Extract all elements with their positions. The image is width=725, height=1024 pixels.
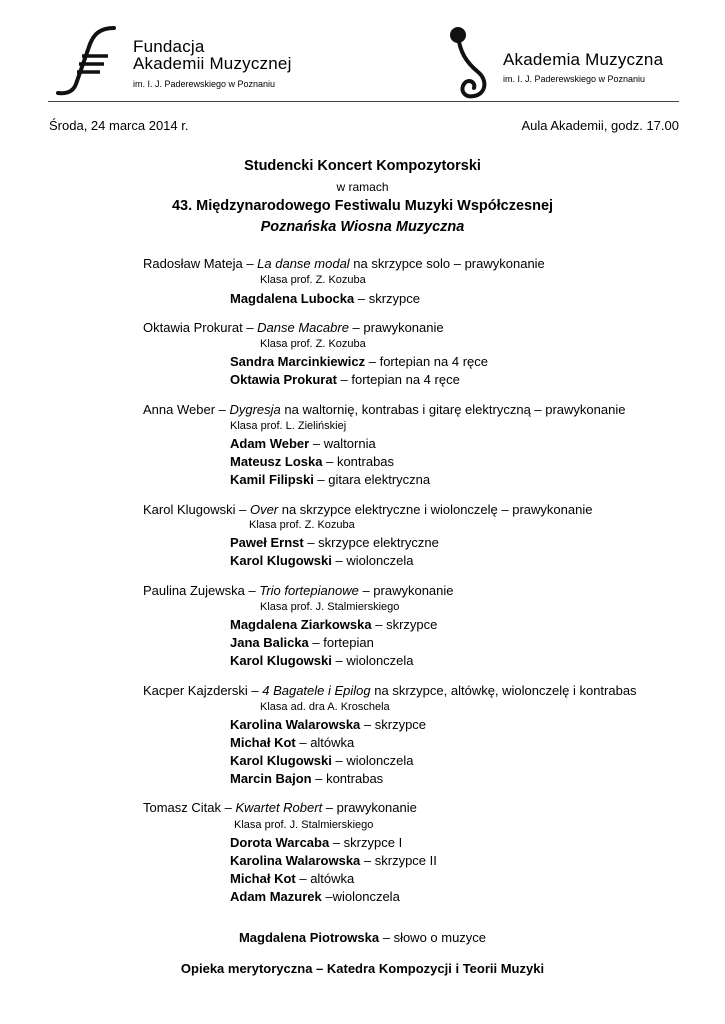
festival-title: 43. Międzynarodowego Festiwalu Muzyki Współczesnej xyxy=(171,198,554,214)
concert-title: Studencki Koncert Kompozytorski xyxy=(244,158,481,174)
class-info: Klasa prof. L. Zielińskiej xyxy=(230,420,347,432)
speaker-role: – słowo o muzyce xyxy=(379,930,487,945)
performer-role: – altówka xyxy=(295,735,355,750)
program-entry-2 xyxy=(143,320,444,335)
performer xyxy=(230,889,400,904)
performer-name: Karol Klugowski xyxy=(230,653,332,668)
performer xyxy=(230,553,414,568)
performer-name: Adam Mazurek xyxy=(230,889,322,904)
academy-name-line1: Akademia Muzyczna xyxy=(503,50,664,69)
performer xyxy=(230,653,414,668)
performer-role: – wiolonczela xyxy=(331,753,414,768)
work-title: Over xyxy=(249,502,279,517)
performer-role: – skrzypce elektryczne xyxy=(303,535,439,550)
performer-name: Karol Klugowski xyxy=(230,753,332,768)
performer xyxy=(230,354,488,369)
performer-role: – wiolonczela xyxy=(331,553,414,568)
performer-role: – fortepian na 4 ręce xyxy=(365,354,488,369)
work-title: Dygresja xyxy=(229,402,281,417)
work-description: na skrzypce elektryczne i wiolonczelę – prawykonanie xyxy=(278,502,593,517)
concert-subtitle: w ramach xyxy=(336,180,389,194)
performer-role: – skrzypce xyxy=(354,291,420,306)
work-description: – prawykonanie xyxy=(348,320,444,335)
program-entry-6 xyxy=(143,683,637,698)
class-info: Klasa prof. Z. Kozuba xyxy=(260,274,366,286)
composer: Tomasz Citak – xyxy=(143,800,236,815)
performer-name: Michał Kot xyxy=(230,871,296,886)
speaker-line xyxy=(0,930,725,945)
performer-name: Dorota Warcaba xyxy=(230,835,330,850)
clef-icon xyxy=(442,22,494,100)
performer-name: Magdalena Ziarkowska xyxy=(230,617,372,632)
festival-name: Poznańska Wiosna Muzyczna xyxy=(260,219,465,235)
class-info: Klasa prof. J. Stalmierskiego xyxy=(260,601,400,613)
event-date: Środa, 24 marca 2014 r. xyxy=(49,118,189,133)
foundation-name-line2: Akademii Muzycznej xyxy=(133,54,292,73)
performer xyxy=(230,771,383,786)
performer-role: – altówka xyxy=(295,871,355,886)
header-divider xyxy=(48,101,679,102)
academy-name-line2: im. I. J. Paderewskiego w Poznaniu xyxy=(503,74,646,84)
performer xyxy=(230,635,374,650)
performer-role: – skrzypce xyxy=(360,717,427,732)
performer-name: Kamil Filipski xyxy=(230,472,314,487)
program-entry-3 xyxy=(143,402,625,417)
performer-name: Adam Weber xyxy=(230,436,310,451)
performer-name: Michał Kot xyxy=(230,735,296,750)
performer-name: Karol Klugowski xyxy=(230,553,332,568)
performer-role: – skrzypce II xyxy=(360,853,437,868)
work-description: na waltornię, kontrabas i gitarę elektryczną – prawykonanie xyxy=(280,402,626,417)
speaker-name: Magdalena Piotrowska xyxy=(238,930,380,945)
work-description: na skrzypce, altówkę, wiolonczelę i kontrabas xyxy=(370,683,637,698)
performer-role: – fortepian xyxy=(308,635,374,650)
performer-name: Paweł Ernst xyxy=(230,535,304,550)
performer-name: Marcin Bajon xyxy=(230,771,312,786)
performer-role: – skrzypce I xyxy=(329,835,403,850)
supervision-line: Opieka merytoryczna – Katedra Kompozycji i Teorii Muzyki xyxy=(180,961,545,976)
work-description: na skrzypce solo – prawykonanie xyxy=(349,256,545,271)
work-title: Danse Macabre xyxy=(257,320,349,335)
performer-role: – fortepian na 4 ręce xyxy=(336,372,460,387)
performer xyxy=(230,871,354,886)
program-entry-1 xyxy=(143,256,545,271)
performer xyxy=(230,291,420,306)
performer-role: – waltornia xyxy=(309,436,376,451)
performer xyxy=(230,472,430,487)
work-description: – prawykonanie xyxy=(358,583,454,598)
performer xyxy=(230,835,402,850)
foundation-name-line3: im. I. J. Paderewskiego w Poznaniu xyxy=(133,79,276,89)
performer-role: – skrzypce xyxy=(371,617,438,632)
performer xyxy=(230,717,426,732)
composer: Anna Weber – xyxy=(143,402,230,417)
performer xyxy=(230,735,354,750)
performer xyxy=(230,372,460,387)
performer-name: Sandra Marcinkiewicz xyxy=(230,354,366,369)
performer-name: Mateusz Loska xyxy=(230,454,323,469)
performer xyxy=(230,535,439,550)
fa-monogram-icon xyxy=(52,26,124,96)
performer-role: – kontrabas xyxy=(322,454,395,469)
academy-logo-text xyxy=(503,50,663,84)
composer: Karol Klugowski – xyxy=(143,502,250,517)
work-title: 4 Bagatele i Epilog xyxy=(262,683,371,698)
performer xyxy=(230,454,394,469)
program-entry-4 xyxy=(143,502,592,517)
performer xyxy=(230,753,414,768)
composer: Kacper Kajzderski – xyxy=(143,683,263,698)
class-info: Klasa ad. dra A. Kroschela xyxy=(260,701,390,713)
work-description: – prawykonanie xyxy=(322,800,417,815)
composer: Oktawia Prokurat – xyxy=(143,320,258,335)
class-info: Klasa prof. Z. Kozuba xyxy=(249,519,355,531)
work-title: La danse modal xyxy=(257,256,350,271)
foundation-logo-text xyxy=(133,38,292,93)
foundation-name-line1: Fundacja xyxy=(133,37,205,56)
event-venue: Aula Akademii, godz. 17.00 xyxy=(521,118,679,133)
performer-role: – kontrabas xyxy=(311,771,384,786)
work-title: Trio fortepianowe xyxy=(259,583,359,598)
performer-role: – wiolonczela xyxy=(331,653,414,668)
performer xyxy=(230,617,437,632)
class-info: Klasa prof. J. Stalmierskiego xyxy=(234,819,374,831)
performer-role: – gitara elektryczna xyxy=(313,472,431,487)
performer-name: Oktawia Prokurat xyxy=(230,372,337,387)
program-entry-7 xyxy=(143,800,417,815)
performer-name: Karolina Walarowska xyxy=(230,853,361,868)
composer: Radosław Mateja – xyxy=(143,256,258,271)
performer-name: Jana Balicka xyxy=(230,635,309,650)
composer: Paulina Zujewska – xyxy=(143,583,260,598)
class-info: Klasa prof. Z. Kozuba xyxy=(260,338,366,350)
performer-name: Magdalena Lubocka xyxy=(230,291,355,306)
program-entry-5 xyxy=(143,583,454,598)
work-title: Kwartet Robert xyxy=(235,800,323,815)
performer-role: –wiolonczela xyxy=(321,889,400,904)
performer xyxy=(230,853,437,868)
performer-name: Karolina Walarowska xyxy=(230,717,361,732)
performer xyxy=(230,436,376,451)
